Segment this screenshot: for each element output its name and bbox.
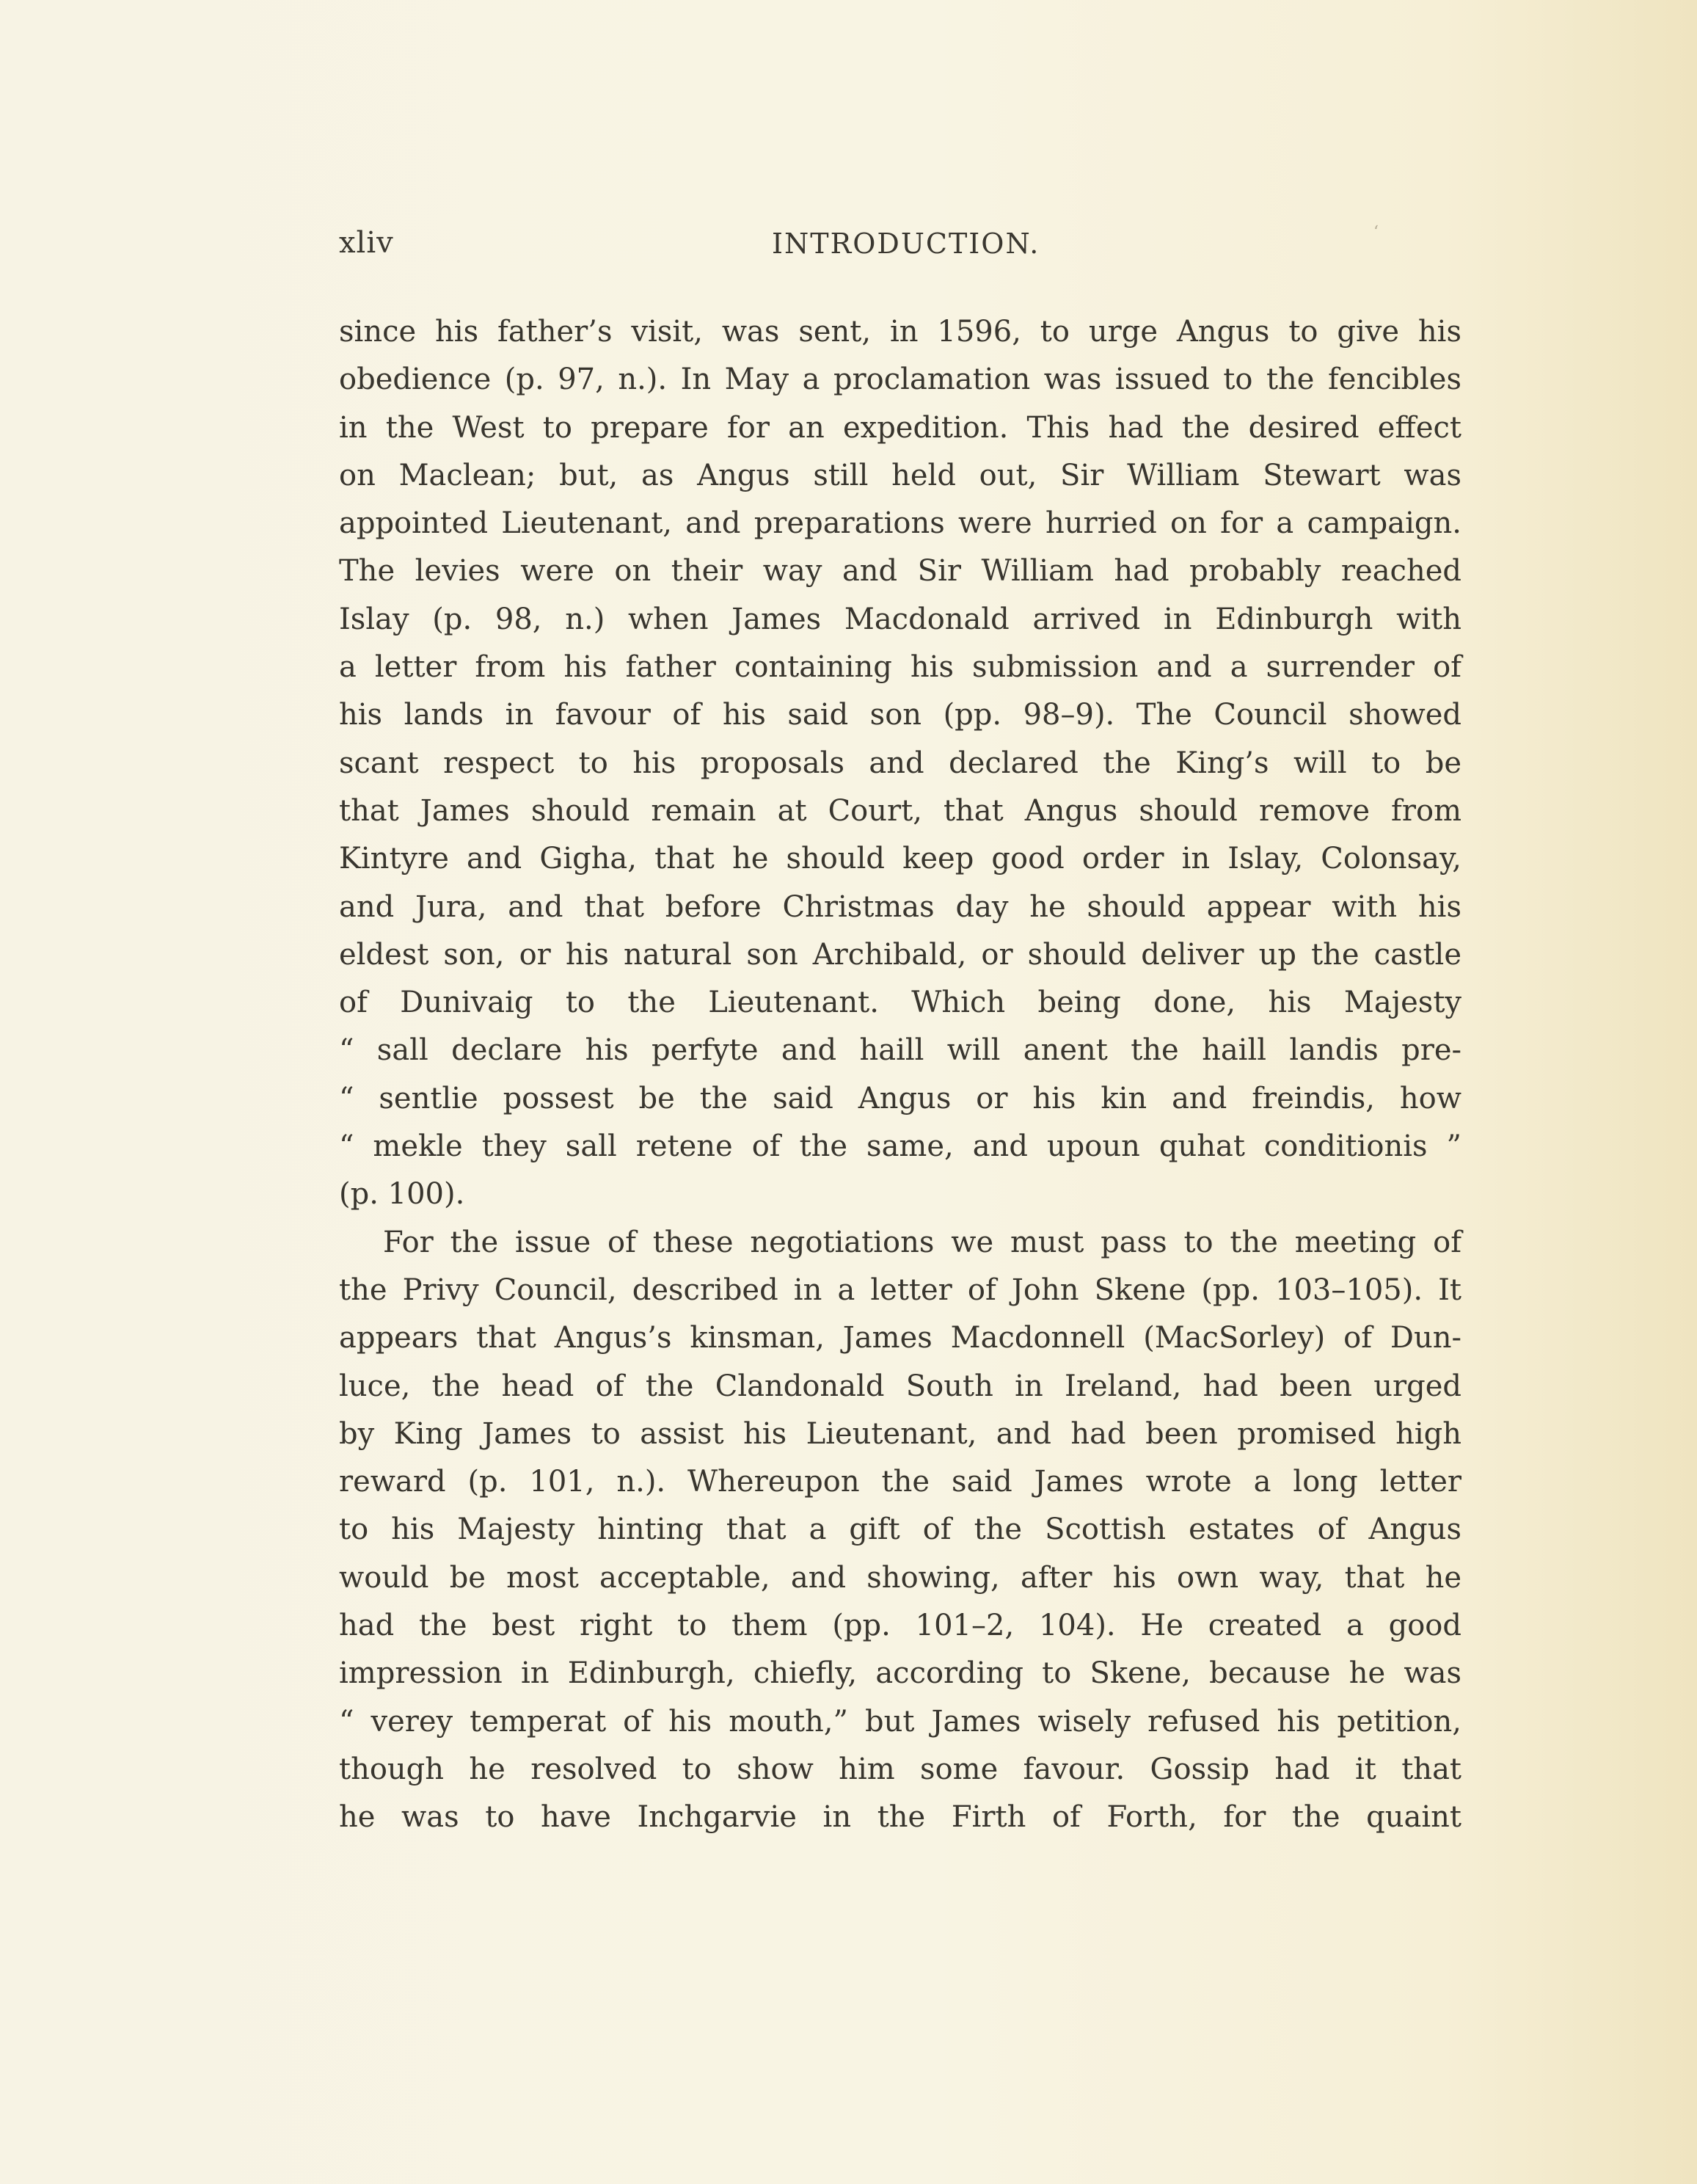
text-line: “ verey temperat of his mouth,” but James wisely refused his petition, [339,1704,1461,1739]
text-line: luce, the head of the Clandonald South in Ireland, had been urged [339,1369,1461,1403]
text-line: his lands in favour of his said son (pp. 98–9). The Council showed [339,698,1461,732]
paragraph-2 [339,1219,1461,1842]
text-line: of Dunivaig to the Lieutenant. Which being done, his Majesty [339,986,1461,1020]
text-line: since his father’s visit, was sent, in 1596, to urge Angus to give his [339,315,1461,349]
text-line: Kintyre and Gigha, that he should keep good order in Islay, Colonsay, [339,842,1461,876]
text-line: (p. 100). [339,1177,465,1212]
text-line: scant respect to his proposals and declared the King’s will to be [339,746,1461,780]
text-line: “ sentlie possest be the said Angus or his kin and freindis, how [339,1081,1461,1115]
stray-mark: ‘ [1373,223,1379,241]
text-line: For the issue of these negotiations we must pass to the meeting of [383,1225,1461,1259]
text-line: reward (p. 101, n.). Whereupon the said James wrote a long letter [339,1465,1461,1499]
body-text [339,308,1461,1842]
text-line: the Privy Council, described in a letter of John Skene (pp. 103–105). It [339,1273,1461,1307]
text-line: “ mekle they sall retene of the same, and upoun quhat conditionis ” [339,1129,1461,1164]
text-line: impression in Edinburgh, chiefly, according to Skene, because he was [339,1656,1461,1691]
text-line: by King James to assist his Lieutenant, and had been promised high [339,1416,1461,1451]
text-line: had the best right to them (pp. 101–2, 104). He created a good [339,1609,1461,1643]
text-line: and Jura, and that before Christmas day he should appear with his [339,889,1461,924]
text-line: “ sall declare his perfyte and haill will anent the haill landis pre- [339,1033,1461,1068]
running-title: INTRODUCTION. [772,228,1040,260]
text-line: though he resolved to show him some favour. Gossip had it that [339,1752,1461,1786]
running-head [339,223,1461,270]
text-line: a letter from his father containing his submission and a surrender of [339,650,1461,685]
text-line: in the West to prepare for an expedition. This had the desired effect [339,410,1461,445]
text-line: appointed Lieutenant, and preparations were hurried on for a campaign. [339,506,1461,541]
paragraph-1 [339,308,1461,1219]
text-line: Islay (p. 98, n.) when James Macdonald arrived in Edinburgh with [339,602,1461,636]
text-line: appears that Angus’s kinsman, James Macdonnell (MacSorley) of Dun- [339,1321,1461,1355]
text-line: would be most acceptable, and showing, after his own way, that he [339,1560,1461,1595]
text-line: The levies were on their way and Sir William had probably reached [339,554,1461,589]
text-line: to his Majesty hinting that a gift of the Scottish estates of Angus [339,1513,1461,1547]
text-line: he was to have Inchgarvie in the Firth of Forth, for the quaint [339,1800,1461,1835]
text-line: eldest son, or his natural son Archibald, or should deliver up the castle [339,937,1461,972]
text-line: obedience (p. 97, n.). In May a proclamation was issued to the fencibles [339,363,1461,397]
text-line: on Maclean; but, as Angus still held out, Sir William Stewart was [339,458,1461,492]
page-number: xliv [339,226,394,260]
text-line: that James should remain at Court, that Angus should remove from [339,793,1461,828]
